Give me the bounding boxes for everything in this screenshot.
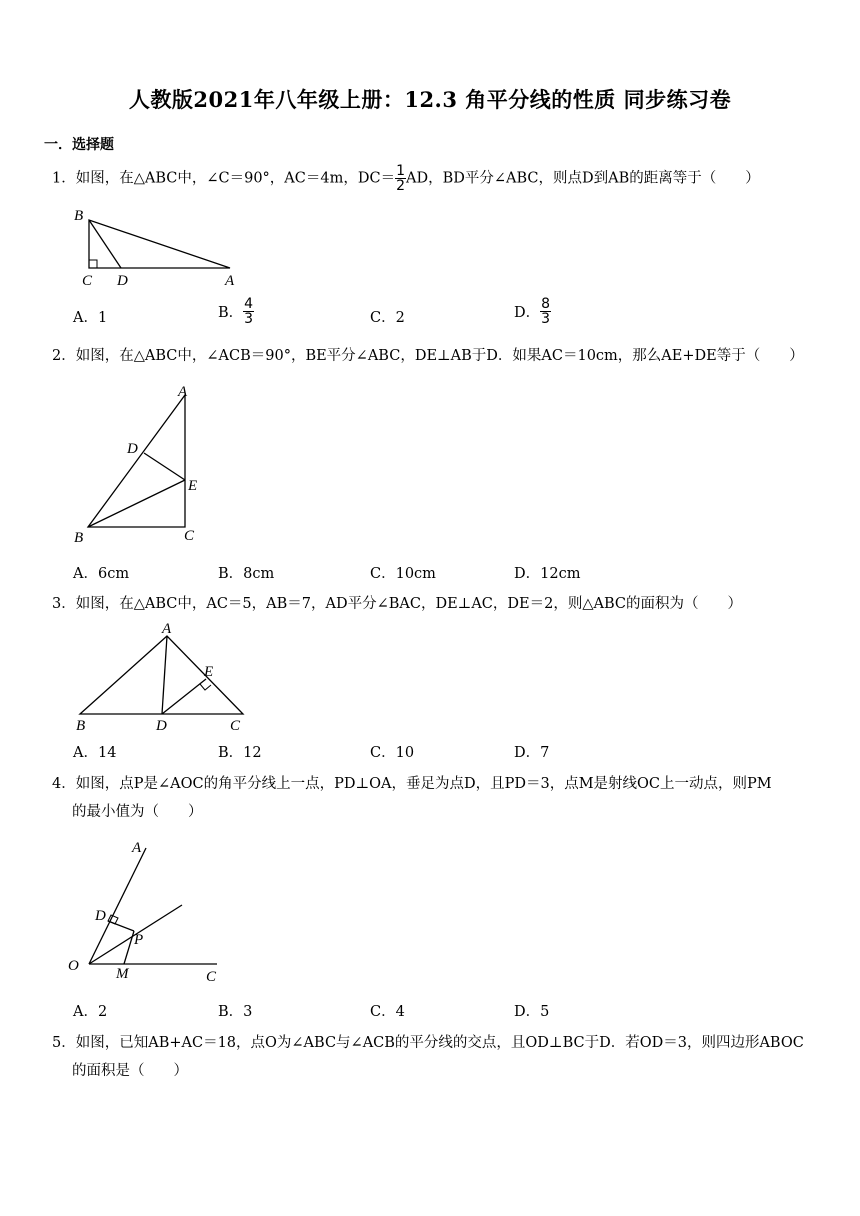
option-letter: B． [218,566,244,582]
q4-option-a[interactable] [73,1000,107,1021]
option-letter: C． [370,745,396,761]
q3-label-e: E [204,664,214,680]
frac-den: 3 [244,311,254,327]
option-letter: C． [370,566,396,582]
q2-option-d[interactable] [514,562,580,583]
q4-label-a: A [132,840,142,856]
q2-label-d: D [127,441,138,457]
q4-label-d: D [95,908,106,924]
q1-option-a[interactable] [73,306,107,327]
q1-option-c[interactable] [370,306,405,327]
option-letter: B． [218,305,244,321]
q4-option-d[interactable] [514,1000,549,1021]
option-text: 2 [395,310,405,326]
option-text: 14 [97,745,117,761]
option-letter: A． [73,310,98,326]
q4-figure [62,836,232,986]
q4-label-o: O [68,958,79,974]
q4-label-p: P [134,932,144,948]
option-letter: C． [370,310,396,326]
q1-option-d[interactable] [514,297,551,326]
question-5-stem [52,1029,822,1085]
q5-stem-line-1: 5．如图，已知AB+AC＝18，点O为∠ABC与∠ACB的平分线的交点，且OD⊥BC于D．若OD＝3，则四边形ABOC [52,1035,804,1051]
q3-label-b: B [76,718,86,734]
option-text: 12cm [540,566,581,582]
q2-option-c[interactable] [370,562,436,583]
option-text: 8cm [243,566,275,582]
question-1-stem [52,164,822,193]
option-text: 3 [243,1004,253,1020]
option-text: 1 [97,310,108,326]
q2-figure [70,380,210,548]
q1-stem-part-a: 1．如图，在△ABC中，∠C＝90°，AC＝4m，DC＝ [52,170,396,187]
option-text: 10cm [395,566,436,582]
q4-option-c[interactable] [370,1000,405,1021]
q2-label-e: E [188,478,198,494]
frac-num: 8 [541,296,551,312]
option-text: 5 [540,1004,550,1020]
q1-label-c: C [82,273,93,289]
option-letter: A． [73,566,98,582]
q1-label-a: A [225,273,235,289]
q4-stem-line-1: 4．如图，点P是∠AOC的角平分线上一点，PD⊥OA，垂足为点D，且PD＝3，点M是射线OC上一动点，则PM [52,776,772,792]
option-letter: A． [73,745,98,761]
q3-option-c[interactable] [370,741,414,762]
q3-option-a[interactable] [73,741,116,762]
q3-label-a: A [162,621,172,637]
option-letter: D． [514,566,541,582]
option-text: 4 [395,1004,405,1020]
q1-fraction [395,164,406,193]
q2-label-a: A [178,384,188,400]
q3-label-d: D [156,718,167,734]
frac-den: 3 [541,311,551,327]
option-text: 2 [97,1004,108,1020]
frac-num: 4 [244,296,254,312]
q1-figure [70,205,260,290]
option-text: 12 [243,745,262,761]
option-letter: B． [218,745,244,761]
option-text: 7 [540,745,550,761]
q4-label-m: M [116,966,129,982]
q2-option-a[interactable] [73,562,129,583]
q3-option-d[interactable] [514,741,549,762]
q3-option-b[interactable] [218,741,262,762]
option-letter: D． [514,1004,541,1020]
question-4-stem [52,770,822,826]
page-title: 人教版2021年八年级上册：12.3 角平分线的性质 同步练习卷 [128,87,732,112]
q5-stem-line-2: 的面积是（ ） [72,1063,188,1079]
question-2-stem: 2．如图，在△ABC中，∠ACB＝90°，BE平分∠ABC，DE⊥AB于D．如果AC＝10cm，那么AE+DE等于（ ） [52,348,804,364]
q2-label-b: B [74,530,84,546]
q1-label-b: B [74,208,84,224]
q4-option-b[interactable] [218,1000,252,1021]
q4-stem-line-2: 的最小值为（ ） [72,804,203,820]
q3-figure [70,618,260,736]
option-letter: C． [370,1004,396,1020]
q1-option-b[interactable] [218,297,254,326]
q1-frac-num: 1 [396,163,405,179]
q3-label-c: C [230,718,241,734]
option-letter: A． [73,1004,98,1020]
option-text: 10 [395,745,415,761]
q1-label-d: D [117,273,128,289]
question-3-stem: 3．如图，在△ABC中，AC＝5，AB＝7，AD平分∠BAC，DE⊥AC，DE＝2，则△ABC的面积为（ ） [52,596,742,612]
option-letter: D． [514,745,541,761]
q2-label-c: C [184,528,195,544]
q2-option-b[interactable] [218,562,274,583]
section-heading: 一．选择题 [44,137,114,153]
q1-option-d-fraction [540,297,551,326]
q1-stem-part-b: AD，BD平分∠ABC，则点D到AB的距离等于（ ） [406,170,760,187]
q4-label-c: C [206,969,217,985]
option-letter: B． [218,1004,244,1020]
q1-option-b-fraction [243,297,254,326]
q1-frac-den: 2 [396,178,405,194]
option-text: 6cm [97,566,130,582]
option-letter: D． [514,305,541,321]
